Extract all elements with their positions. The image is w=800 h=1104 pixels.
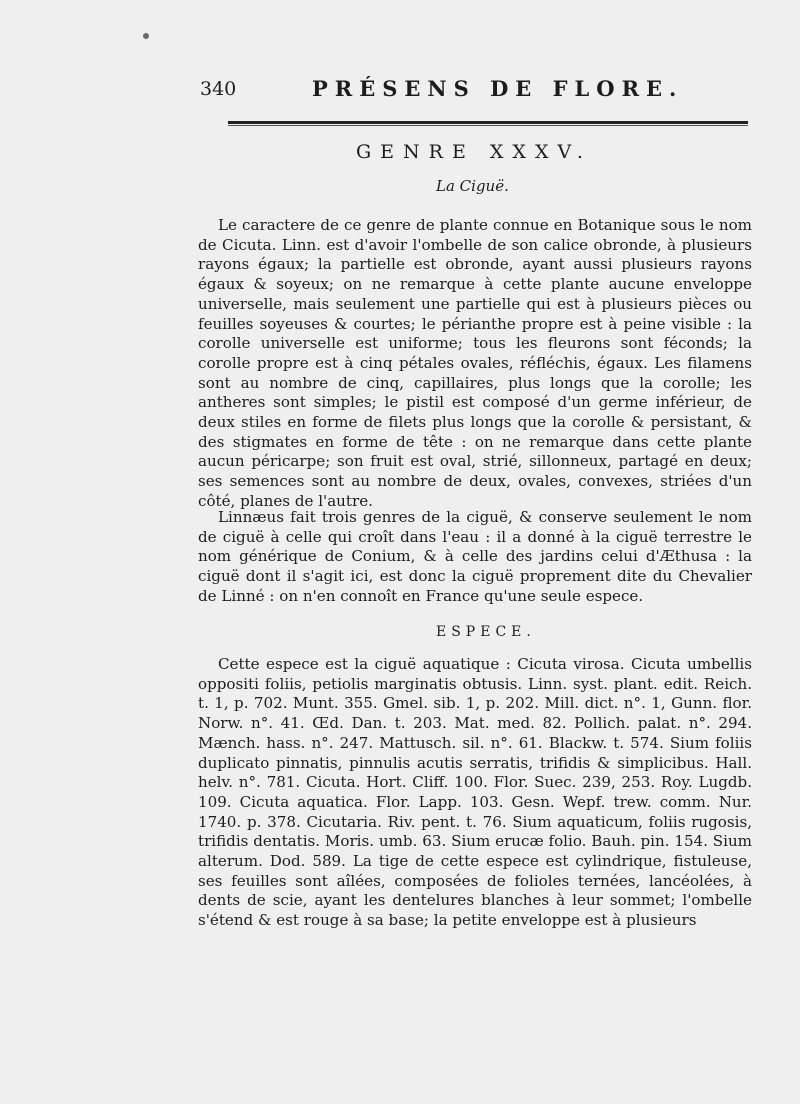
paragraph-linnaeus: Linnæus fait trois genres de la ciguë, & conserve seulement le nom de ciguë à celle qui croît dans l'eau : il a donné à la ciguë terrestre le nom générique de Conium, & à celle des jardins celui d'Æthusa : la ciguë dont il s'agit ici, est donc la ciguë proprement dite du Chevalier de Linné : on n'en connoît en France qu'une seule espece. [198, 508, 752, 605]
page-number: 340 [200, 78, 237, 100]
genre-heading: GENRE XXXV. [356, 141, 592, 163]
paragraph-characteristics: Le caractere de ce genre de plante connue en Botanique sous le nom de Cicuta. Linn. est d'avoir l'ombelle de son calice obronde, à plusieurs rayons égaux; la partielle est obronde, ayant aussi plusieurs rayons égaux & soyeux; on ne remarque à cette plante aucune enveloppe universelle, mais seulement une partielle qui est à plusieurs pièces ou feuilles soyeuses & courtes; le périanthe propre est à peine visible : la corolle universelle est uniforme; tous les fleurons sont féconds; la corolle propre est à cinq pétales ovales, réfléchis, égaux. Les filamens sont au nombre de cinq, capillaires, plus longs que la corolle; les antheres sont simples; le pistil est composé d'un germe inférieur, de deux stiles en forme de filets plus longs que la corolle & persistant, & des stigmates en forme de tête : on ne remarque dans cette plante aucun péricarpe; son fruit est oval, strié, sillonneux, partagé en deux; ses semences sont au nombre de deux, ovales, convexes, striées d'un côté, planes de l'autre. [198, 216, 752, 510]
header-rule-thin [228, 125, 748, 126]
running-title: PRÉSENS DE FLORE. [312, 76, 684, 101]
ink-spot [143, 33, 149, 39]
genre-subtitle: La Ciguë. [436, 177, 509, 195]
header-rule [228, 121, 748, 124]
paragraph-species: Cette espece est la ciguë aquatique : Cicuta virosa. Cicuta umbellis oppositi foliis, petiolis marginatis obtusis. Linn. syst. plant. edit. Reich. t. 1, p. 702. Munt. 355. Gmel. sib. 1, p. 202. Mill. dict. n°. 1, Gunn. flor. Norw. n°. 41. Œd. Dan. t. 203. Mat. med. 82. Pollich. palat. n°. 294. Mænch. hass. n°. 247. Mattusch. sil. n°. 61. Blackw. t. 574. Sium foliis duplicato pinnatis, pinnulis acutis serratis, trifidis & simplicibus. Hall. helv. n°. 781. Cicuta. Hort. Cliff. 100. Flor. Suec. 239, 253. Roy. Lugdb. 109. Cicuta aquatica. Flor. Lapp. 103. Gesn. Wepf. trew. comm. Nur. 1740. p. 378. Cicutaria. Riv. pent. t. 76. Sium aquaticum, foliis rugosis, trifidis dentatis. Moris. umb. 63. Sium erucæ folio. Bauh. pin. 154. Sium alterum. Dod. 589. La tige de cette espece est cylindrique, fistuleuse, ses feuilles sont aîlées, composées de folioles ternées, lancéolées, à dents de scie, ayant les dentelures blanches à leur sommet; l'ombelle s'étend & est rouge à sa base; la petite enveloppe est à plusieurs [198, 655, 752, 930]
espece-heading: ESPECE. [436, 624, 536, 640]
running-head [200, 76, 760, 108]
